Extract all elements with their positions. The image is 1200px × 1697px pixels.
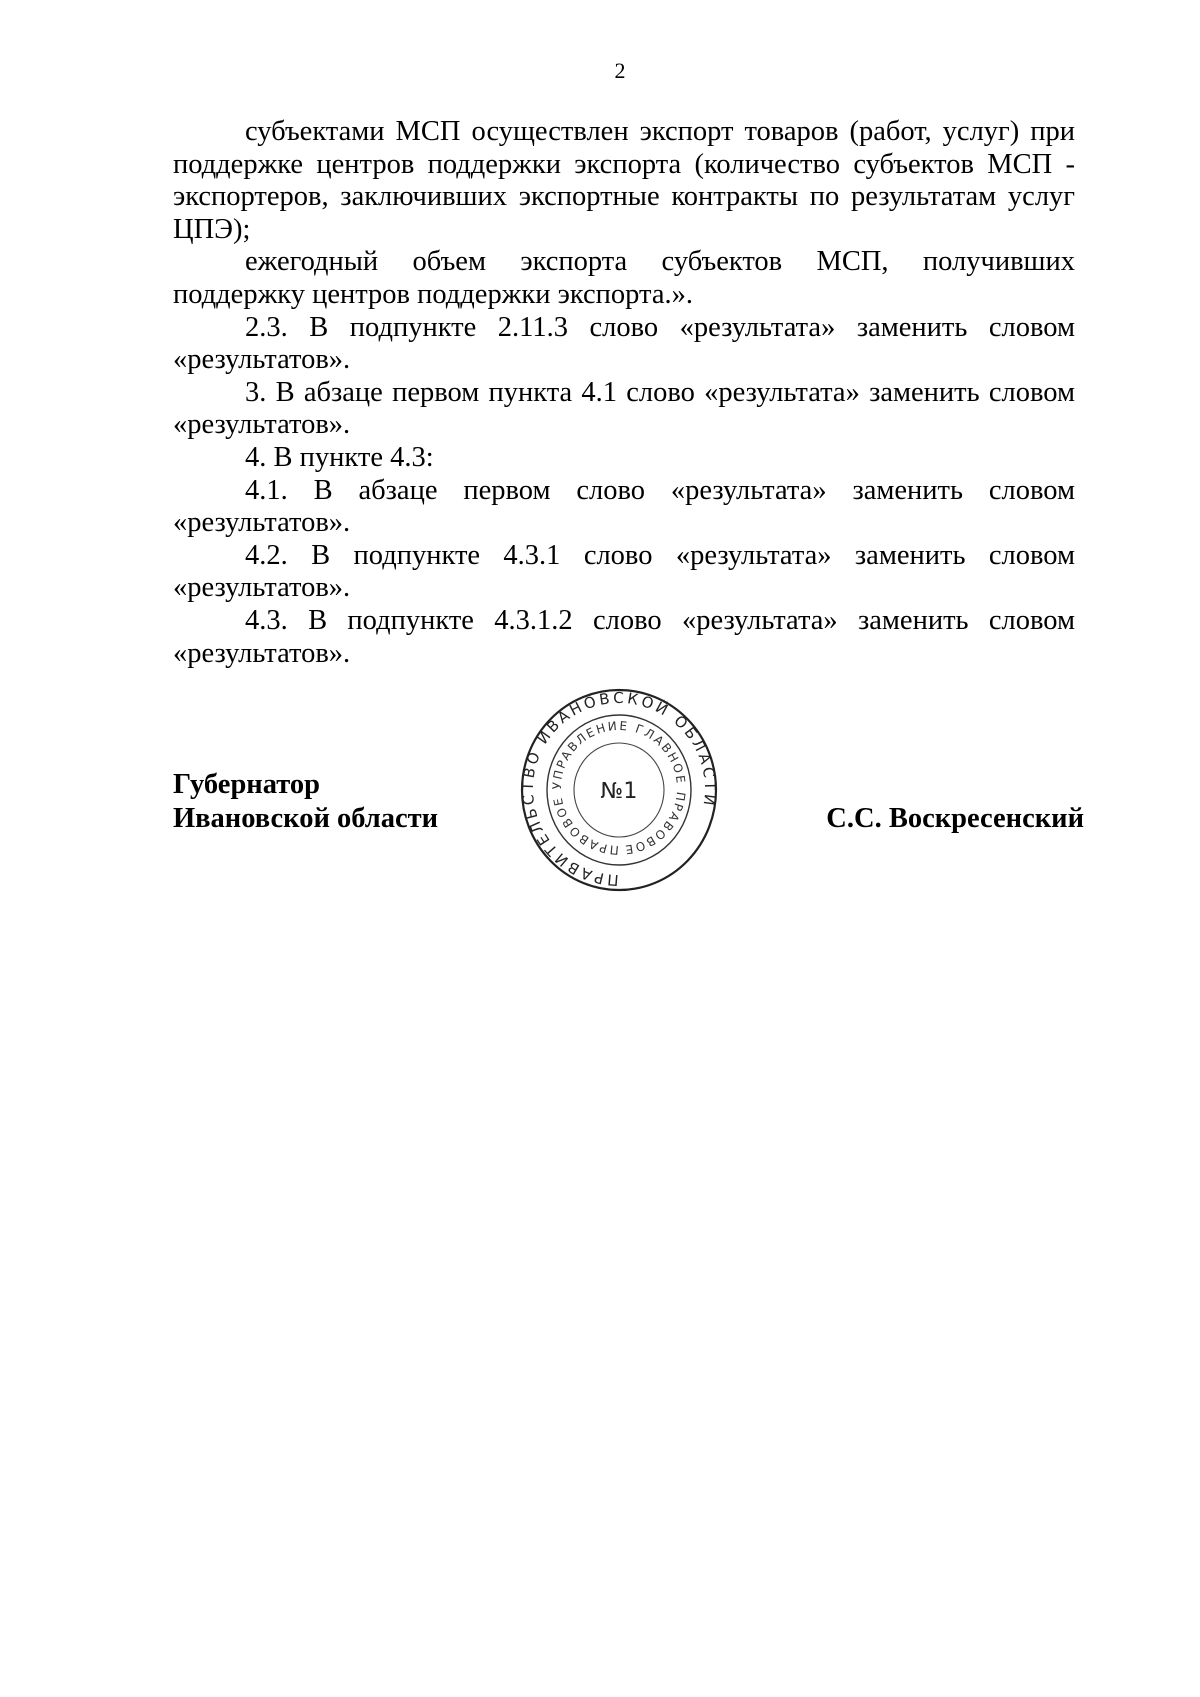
paragraph-4-2: 4.2. В подпункте 4.3.1 слово «результата» заменить словом «результатов». bbox=[173, 539, 1075, 604]
signature-position-line2: Ивановской области bbox=[173, 803, 439, 834]
seal-outer-text: ПРАВИТЕЛЬСТВО ИВАНОВСКОЙ ОБЛАСТИ bbox=[519, 688, 719, 890]
seal-inner-text: ПРАВОВОЕ УПРАВЛЕНИЕ ГЛАВНОЕ ПРАВОВОЕ bbox=[549, 718, 689, 858]
paragraph-2-3: 2.3. В подпункте 2.11.3 слово «результата» заменить словом «результатов». bbox=[173, 311, 1075, 376]
paragraph-4-3: 4.3. В подпункте 4.3.1.2 слово «результата» заменить словом «результатов». bbox=[173, 604, 1075, 669]
paragraph-4: 4. В пункте 4.3: bbox=[245, 441, 434, 473]
signer-name: С.С. Воскресенский bbox=[826, 803, 1084, 834]
seal-number: №1 bbox=[600, 779, 638, 804]
official-seal bbox=[519, 686, 719, 894]
paragraph-3: 3. В абзаце первом пункта 4.1 слово «результата» заменить словом «результатов». bbox=[173, 376, 1075, 441]
paragraph-export-volume: ежегодный объем экспорта субъектов МСП, получивших поддержку центров поддержки экспорта.». bbox=[173, 246, 1075, 310]
signature-position-line1: Губернатор bbox=[173, 769, 320, 800]
paragraph-export-result: субъектами МСП осуществлен экспорт товаров (работ, услуг) при поддержке центров поддержки экспорта (количество субъектов МСП - экспортеров, заключивших экспортные контракты по результатам услуг ЦПЭ); bbox=[173, 116, 1075, 245]
paragraph-4-1: 4.1. В абзаце первом слово «результата» заменить словом «результатов». bbox=[173, 474, 1075, 539]
document-body bbox=[173, 116, 1075, 670]
signature-position bbox=[173, 768, 438, 836]
page-number: 2 bbox=[614, 58, 626, 83]
